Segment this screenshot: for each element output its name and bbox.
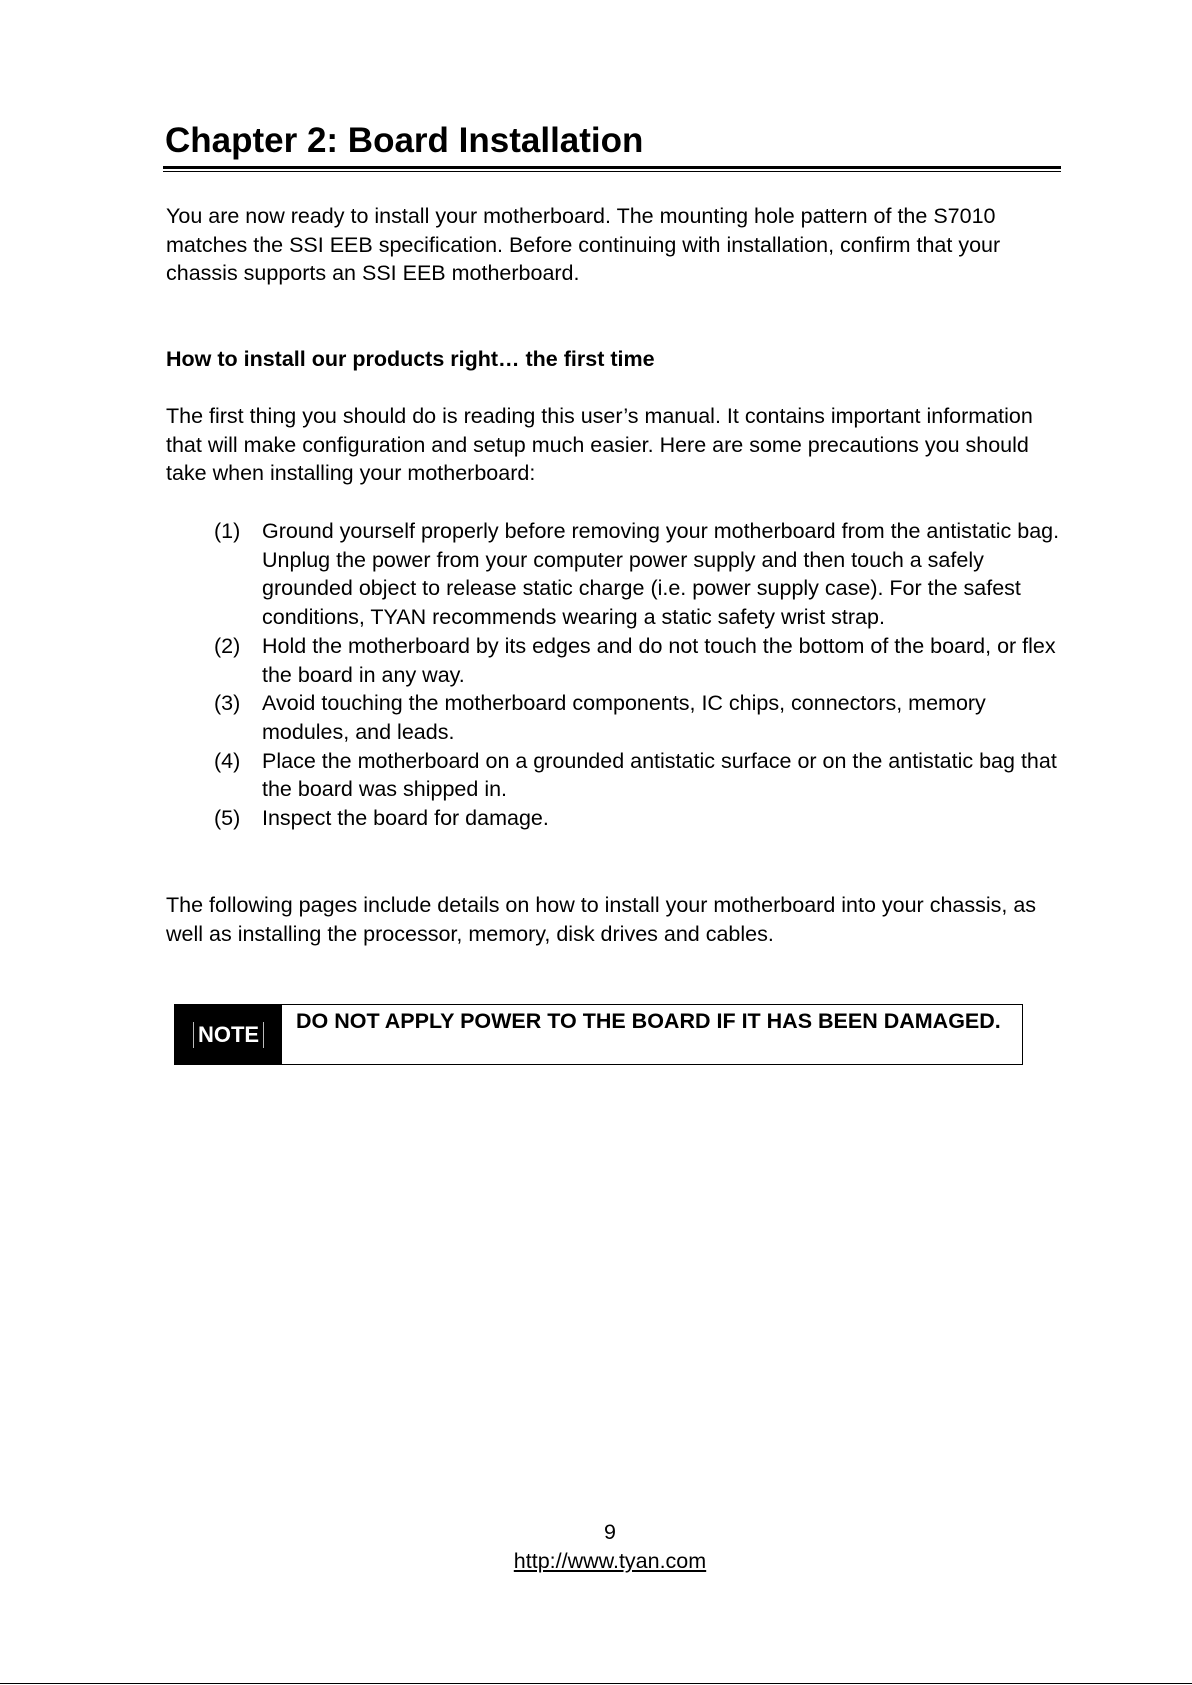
precaution-number: (5)	[214, 806, 241, 831]
precaution-item	[166, 517, 1066, 632]
precaution-number: (3)	[214, 691, 241, 716]
note-text: DO NOT APPLY POWER TO THE BOARD IF IT HAS BEEN DAMAGED.	[296, 1009, 1001, 1033]
precaution-item	[166, 632, 1066, 689]
following-paragraph: The following pages include details on how to install your motherboard into your chassis, as well as installing the processor, memory, disk drives and cables.	[166, 893, 1037, 946]
precautions-list	[166, 517, 1066, 833]
title-double-rule	[163, 166, 1061, 172]
footer-url-link[interactable]: http://www.tyan.com	[513, 1549, 707, 1573]
note-label-text: NOTE	[193, 1022, 264, 1048]
footer-url-container	[0, 1547, 1192, 1575]
intro-paragraph: You are now ready to install your motherboard. The mounting hole pattern of the S7010 matches the SSI EEB specification. Before continuing with installation, confirm that your chassis supports an SSI EEB motherboard.	[166, 204, 1001, 286]
precaution-number: (1)	[214, 519, 241, 543]
precaution-text: Inspect the board for damage.	[262, 806, 549, 831]
precaution-text: Place the motherboard on a grounded antistatic surface or on the antistatic bag that the board was shipped in.	[262, 748, 1057, 802]
precaution-item	[166, 689, 1066, 746]
precaution-text: Hold the motherboard by its edges and do not touch the bottom of the board, or flex the board in any way.	[262, 633, 1056, 687]
bottom-rule	[0, 1683, 1192, 1684]
precaution-item	[166, 804, 1066, 833]
precaution-item	[166, 747, 1066, 804]
precaution-text: Avoid touching the motherboard components, IC chips, connectors, memory modules, and leads.	[262, 691, 986, 744]
precaution-number: (2)	[214, 633, 241, 658]
page-number: 9	[604, 1520, 616, 1544]
manual-paragraph: The first thing you should do is reading this user’s manual. It contains important information that will make configuration and setup much easier. Here are some precautions you should take when installing your motherboard:	[166, 404, 1033, 486]
precaution-text: Ground yourself properly before removing your motherboard from the antistatic bag. Unplug the power from your computer power supply and then touch a safely grounded object to release static charge (i.e. power supply case). For the safest conditions, TYAN recommends wearing a static safety wrist strap.	[262, 519, 1060, 630]
precaution-number: (4)	[214, 748, 241, 773]
section-subheading: How to install our products right… the first time	[166, 347, 655, 371]
note-box	[174, 1004, 1023, 1065]
chapter-title: Chapter 2: Board Installation	[165, 121, 644, 160]
note-label	[175, 1005, 282, 1064]
